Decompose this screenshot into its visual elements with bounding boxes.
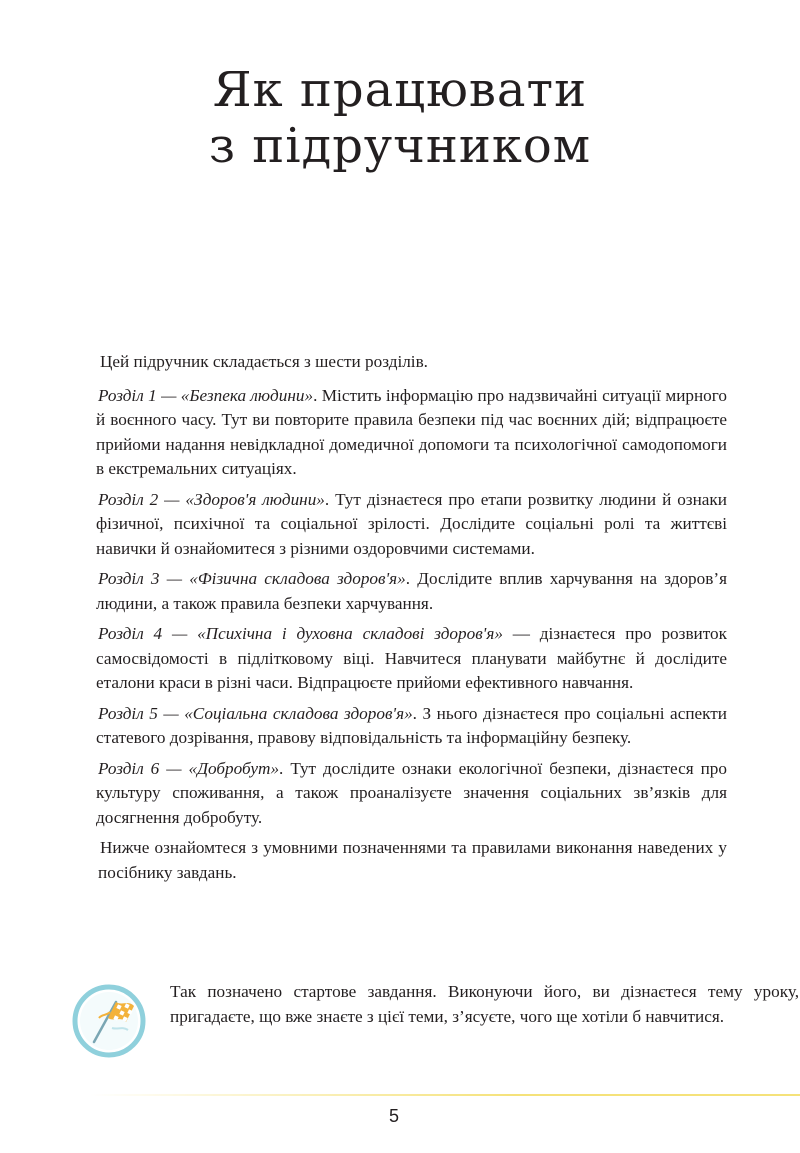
section-2-paragraph [96, 488, 727, 562]
page-number: 5 [388, 1106, 399, 1126]
section-6-paragraph [96, 757, 727, 831]
closing-paragraph: Нижче ознайомтеся з умовними позначеннями та правилами виконання наведених у посібнику завдань. [98, 838, 727, 882]
section-4-label: Розділ 4 — «Психічна і духовна складові здоров'я» [98, 624, 503, 643]
section-1-label: Розділ 1 — «Безпека людини» [98, 385, 314, 405]
section-3-label: Розділ 3 — «Фізична складова здоров'я» [98, 569, 406, 588]
section-3-text: . Дослідите вплив харчування на здоров’я людини, а також правила безпеки харчування. [96, 569, 727, 613]
section-5-label: Розділ 5 — «Соціальна складова здоров'я» [98, 703, 413, 723]
intro-body [98, 350, 727, 885]
section-1-text: . Містить інформацію про надзвичайні ситуації мирного й воєнного часу. Тут ви повторите правила безпеки під час воєнних дій; відпрацюєте прийоми надання невідкладної домедичної допомоги та психологічної самодопомоги в екстремальних ситуаціях. [96, 385, 727, 478]
section-1-paragraph [96, 384, 727, 482]
start-task-legend-text: Так позначено стартове завдання. Виконуючи його, ви дізнаєтеся тему уроку, пригадаєте, що вже знаєте з цієї теми, з’ясуєте, чого ще хотіли б навчитися. [170, 982, 799, 1026]
checkered-flag-icon [72, 984, 146, 1058]
section-3-paragraph [96, 567, 727, 616]
page-title [0, 62, 800, 174]
page-title-line-2: з підручником [208, 118, 592, 174]
section-4-text: — дізнаєтеся про розвиток самосвідомості в підлітковому віці. Навчитеся планувати майбутнє й дослідите еталони краси в різні часи. Відпрацюєте прийоми ефективного навчання. [96, 624, 727, 692]
intro-paragraph: Цей підручник складається з шести розділів. [100, 352, 428, 371]
start-task-legend [72, 980, 799, 1070]
section-2-text: . Тут дізнаєтеся про етапи розвитку людини й ознаки фізичної, психічної та соціальної зрілості. Дослідите соціальні ролі та життєві навички й ознайомитеся з різними оздоровчими системами. [96, 489, 727, 558]
footer-rule [90, 1094, 800, 1096]
section-6-label: Розділ 6 — «Добробут» [98, 758, 280, 778]
section-4-paragraph [96, 622, 727, 696]
section-2-label: Розділ 2 — «Здоров'я людини» [98, 489, 325, 509]
sections-list [96, 384, 727, 831]
section-5-text: . З нього дізнаєтеся про соціальні аспекти статевого дозрівання, правову відповідальність та інформаційну безпеку. [96, 703, 727, 747]
section-6-text: . Тут дослідите ознаки екологічної безпеки, дізнаєтеся про культуру споживання, а також проаналізуєте значення соціальних зв’язків для досягнення добробуту. [96, 758, 727, 827]
page-title-line-1: Як працювати [212, 62, 588, 118]
section-5-paragraph [96, 702, 727, 751]
